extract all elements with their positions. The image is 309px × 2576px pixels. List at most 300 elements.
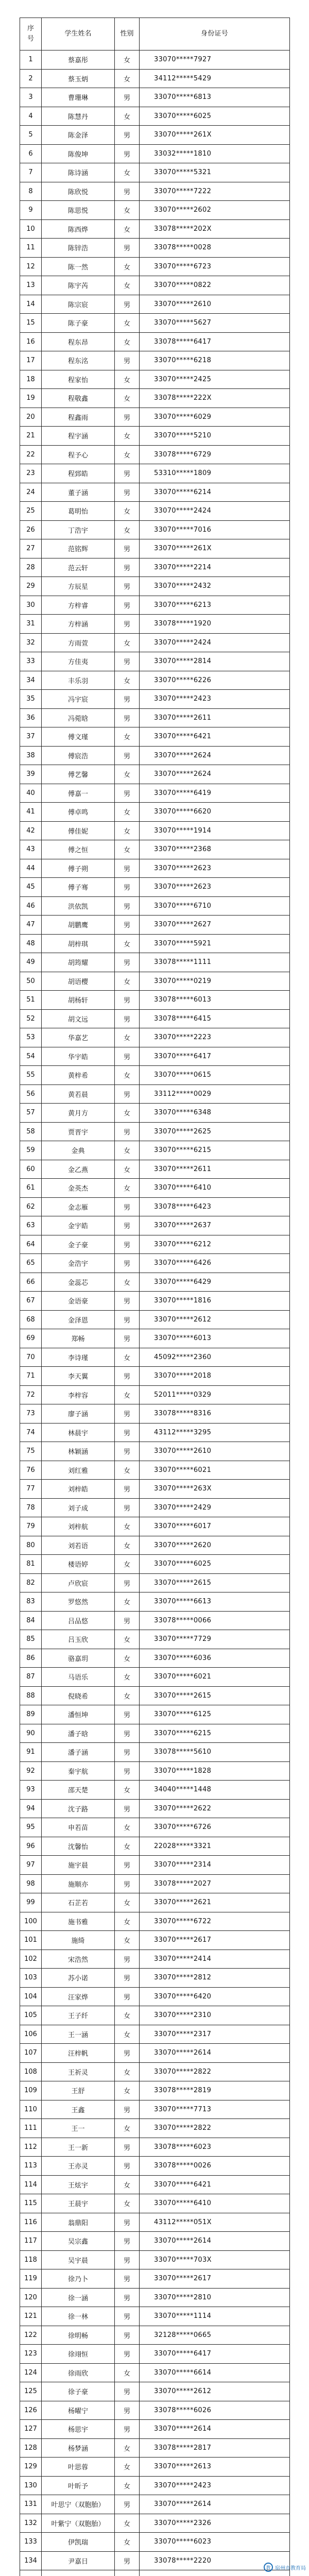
row-number-cell: 4 bbox=[20, 107, 42, 126]
id-number-cell: 33070*****6023 bbox=[140, 2533, 290, 2552]
id-number-cell: 33070*****703X bbox=[140, 2251, 290, 2270]
gender-cell: 女 bbox=[115, 70, 140, 89]
id-number-cell: 33070*****2617 bbox=[140, 1931, 290, 1950]
table-row bbox=[20, 1235, 290, 1255]
gender-cell: 女 bbox=[115, 107, 140, 126]
student-name-cell: 胡文远 bbox=[42, 1010, 115, 1029]
table-row bbox=[20, 1724, 290, 1743]
row-number-cell: 67 bbox=[20, 1292, 42, 1311]
student-name-cell: 傅卓鸣 bbox=[42, 803, 115, 822]
id-number-cell: 33070*****263X bbox=[140, 1480, 290, 1499]
row-number-cell: 57 bbox=[20, 1104, 42, 1123]
gender-cell: 男 bbox=[115, 483, 140, 502]
student-name-cell: 傅艺馨 bbox=[42, 765, 115, 784]
row-number-cell: 96 bbox=[20, 1837, 42, 1856]
table-row bbox=[20, 2307, 290, 2326]
id-number-cell: 33078*****8316 bbox=[140, 1404, 290, 1423]
gender-cell: 女 bbox=[115, 1893, 140, 1912]
table-row bbox=[20, 70, 290, 89]
id-number-cell: 33070*****7713 bbox=[140, 2100, 290, 2120]
id-number-cell: 33070*****2822 bbox=[140, 2119, 290, 2138]
table-row bbox=[20, 935, 290, 954]
table-row bbox=[20, 1612, 290, 1631]
id-number-cell: 33078*****2819 bbox=[140, 2081, 290, 2100]
id-number-cell: 33070*****6025 bbox=[140, 1555, 290, 1574]
row-number-cell: 35 bbox=[20, 690, 42, 709]
student-name-cell: 金英杰 bbox=[42, 1179, 115, 1198]
id-number-cell: 33070*****2822 bbox=[140, 2063, 290, 2082]
id-number-cell: 33070*****2623 bbox=[140, 878, 290, 897]
gender-cell: 男 bbox=[115, 1724, 140, 1743]
student-name-cell: 徐一涵 bbox=[42, 2289, 115, 2308]
table-row bbox=[20, 163, 290, 182]
student-name-cell: 方佳夷 bbox=[42, 652, 115, 671]
gender-cell: 男 bbox=[115, 1856, 140, 1875]
id-number-cell: 33070*****6421 bbox=[140, 727, 290, 747]
row-number-cell: 65 bbox=[20, 1254, 42, 1273]
row-number-cell: 109 bbox=[20, 2081, 42, 2100]
table-row bbox=[20, 1818, 290, 1837]
id-number-cell: 33070*****2612 bbox=[140, 2382, 290, 2401]
gender-cell: 女 bbox=[115, 276, 140, 295]
id-number-cell: 33070*****2310 bbox=[140, 2006, 290, 2025]
student-name-cell: 翁鼎阳 bbox=[42, 2213, 115, 2232]
table-row bbox=[20, 652, 290, 671]
gender-cell: 女 bbox=[115, 822, 140, 841]
id-number-cell: 33070*****6723 bbox=[140, 258, 290, 277]
row-number-cell: 131 bbox=[20, 2495, 42, 2514]
row-number-cell: 133 bbox=[20, 2533, 42, 2552]
row-number-cell: 69 bbox=[20, 1329, 42, 1348]
table-row bbox=[20, 1066, 290, 1085]
table-row bbox=[20, 1837, 290, 1856]
student-name-cell: 程宇涵 bbox=[42, 427, 115, 446]
id-number-cell: 33078*****6729 bbox=[140, 446, 290, 465]
id-number-cell: 33070*****261X bbox=[140, 126, 290, 145]
gender-cell: 男 bbox=[115, 1047, 140, 1066]
table-row bbox=[20, 1273, 290, 1292]
row-number-cell: 132 bbox=[20, 2514, 42, 2533]
table-row bbox=[20, 2044, 290, 2063]
gender-cell: 女 bbox=[115, 1160, 140, 1179]
table-row bbox=[20, 558, 290, 578]
student-name-cell: 葛明怡 bbox=[42, 502, 115, 521]
id-number-cell: 33070*****2423 bbox=[140, 2477, 290, 2496]
gender-cell: 女 bbox=[115, 1536, 140, 1555]
gender-cell: 男 bbox=[115, 596, 140, 615]
id-number-cell: 33070*****2368 bbox=[140, 840, 290, 859]
student-name-cell: 叶思宁（双胞胎） bbox=[42, 2495, 115, 2514]
id-number-cell: 33070*****2326 bbox=[140, 2514, 290, 2533]
row-number-cell: 37 bbox=[20, 727, 42, 747]
gender-cell: 男 bbox=[115, 558, 140, 578]
student-name-cell: 陈宗宸 bbox=[42, 295, 115, 314]
gender-cell: 女 bbox=[115, 1818, 140, 1837]
table-row bbox=[20, 2213, 290, 2232]
gender-cell: 男 bbox=[115, 1254, 140, 1273]
row-number-cell: 129 bbox=[20, 2458, 42, 2477]
id-number-cell: 33078*****5610 bbox=[140, 1743, 290, 1762]
student-name-cell: 宋浩然 bbox=[42, 1950, 115, 1969]
id-number-cell: 33070*****2625 bbox=[140, 1123, 290, 1142]
student-name-cell: 李天翼 bbox=[42, 1367, 115, 1386]
row-number-cell: 82 bbox=[20, 1574, 42, 1593]
gender-cell: 女 bbox=[115, 2063, 140, 2082]
student-name-cell: 华嘉艺 bbox=[42, 1028, 115, 1047]
id-number-cell: 33070*****5210 bbox=[140, 427, 290, 446]
gender-cell: 男 bbox=[115, 1198, 140, 1217]
id-number-cell: 33070*****6017 bbox=[140, 1517, 290, 1536]
table-row bbox=[20, 765, 290, 784]
table-row bbox=[20, 1668, 290, 1687]
row-number-cell: 54 bbox=[20, 1047, 42, 1066]
table-row bbox=[20, 953, 290, 972]
watermark-logo-icon: 教 bbox=[264, 2563, 273, 2572]
row-number-cell: 15 bbox=[20, 314, 42, 333]
student-name-cell: 金乙燕 bbox=[42, 1160, 115, 1179]
table-row bbox=[20, 2364, 290, 2383]
row-number-cell: 48 bbox=[20, 935, 42, 954]
table-row bbox=[20, 2420, 290, 2439]
gender-cell: 男 bbox=[115, 615, 140, 634]
gender-cell: 女 bbox=[115, 389, 140, 408]
student-name-cell: 方梓涵 bbox=[42, 615, 115, 634]
student-name-cell: 刘若语 bbox=[42, 1536, 115, 1555]
student-name-cell: 程予心 bbox=[42, 446, 115, 465]
id-number-cell: 33070*****6125 bbox=[140, 1705, 290, 1724]
gender-cell: 男 bbox=[115, 690, 140, 709]
table-row bbox=[20, 972, 290, 991]
student-name-cell: 方辰星 bbox=[42, 577, 115, 596]
row-number-cell: 126 bbox=[20, 2401, 42, 2420]
id-number-cell: 33070*****6213 bbox=[140, 596, 290, 615]
row-number-cell: 85 bbox=[20, 1630, 42, 1649]
gender-cell: 女 bbox=[115, 521, 140, 540]
gender-cell: 男 bbox=[115, 1950, 140, 1969]
student-name-cell: 金泽恩 bbox=[42, 1311, 115, 1330]
id-number-cell: 33070*****2614 bbox=[140, 2044, 290, 2063]
gender-cell: 男 bbox=[115, 539, 140, 558]
row-number-cell: 98 bbox=[20, 1875, 42, 1894]
student-name-cell: 楼语婷 bbox=[42, 1555, 115, 1574]
gender-cell: 女 bbox=[115, 314, 140, 333]
id-number-cell: 33070*****2812 bbox=[140, 1969, 290, 1988]
gender-cell: 女 bbox=[115, 1517, 140, 1536]
student-name-cell: 王晨宇 bbox=[42, 2194, 115, 2213]
student-name-cell: 程东昂 bbox=[42, 333, 115, 352]
row-number-cell: 123 bbox=[20, 2345, 42, 2364]
id-number-cell: 33070*****6417 bbox=[140, 2345, 290, 2364]
student-name-cell: 吴宇晨 bbox=[42, 2251, 115, 2270]
table-row bbox=[20, 408, 290, 427]
student-name-cell: 潘恒坤 bbox=[42, 1705, 115, 1724]
id-number-cell: 33070*****6710 bbox=[140, 897, 290, 916]
student-name-cell: 杨思宇 bbox=[42, 2420, 115, 2439]
table-row bbox=[20, 502, 290, 521]
gender-cell: 男 bbox=[115, 145, 140, 164]
student-name-cell: 杨曜宁 bbox=[42, 2401, 115, 2420]
student-name-cell: 林晨宇 bbox=[42, 1423, 115, 1443]
row-number-cell: 19 bbox=[20, 389, 42, 408]
row-number-cell: 23 bbox=[20, 464, 42, 483]
table-row bbox=[20, 784, 290, 803]
gender-cell: 男 bbox=[115, 182, 140, 201]
student-name-cell: 贾晋宇 bbox=[42, 1123, 115, 1142]
student-name-cell: 王一 bbox=[42, 2119, 115, 2138]
id-number-cell: 33078*****2027 bbox=[140, 1875, 290, 1894]
student-name-cell: 金子豪 bbox=[42, 1235, 115, 1255]
student-name-cell: 蔡玉炳 bbox=[42, 70, 115, 89]
row-number-cell: 76 bbox=[20, 1461, 42, 1480]
student-name-cell: 傅文瑾 bbox=[42, 727, 115, 747]
student-name-cell: 金志雁 bbox=[42, 1198, 115, 1217]
header-student-name: 学生姓名 bbox=[42, 18, 115, 50]
student-name-cell: 王鑫 bbox=[42, 2100, 115, 2120]
row-number-cell: 104 bbox=[20, 1988, 42, 2007]
student-name-cell: 徐明畅 bbox=[42, 2326, 115, 2345]
gender-cell: 女 bbox=[115, 1348, 140, 1367]
gender-cell: 男 bbox=[115, 1969, 140, 1988]
id-number-cell: 22028*****3321 bbox=[140, 1837, 290, 1856]
id-number-cell: 33070*****2423 bbox=[140, 690, 290, 709]
student-name-cell: 胡筠耀 bbox=[42, 953, 115, 972]
row-number-cell: 121 bbox=[20, 2307, 42, 2326]
table-body bbox=[20, 50, 290, 2576]
row-number-cell: 80 bbox=[20, 1536, 42, 1555]
row-number-cell: 25 bbox=[20, 502, 42, 521]
student-name-cell: 冯菀晗 bbox=[42, 709, 115, 728]
row-number-cell bbox=[20, 2570, 42, 2576]
id-number-cell: 33070*****7927 bbox=[140, 50, 290, 70]
row-number-cell: 74 bbox=[20, 1423, 42, 1443]
id-number-cell: 33070*****2622 bbox=[140, 1800, 290, 1819]
row-number-cell: 130 bbox=[20, 2477, 42, 2496]
student-name-cell: 李诗瑾 bbox=[42, 1348, 115, 1367]
id-number-cell: 33070*****2624 bbox=[140, 747, 290, 766]
id-number-cell: 33070*****5321 bbox=[140, 163, 290, 182]
gender-cell: 女 bbox=[115, 840, 140, 859]
row-number-cell: 58 bbox=[20, 1123, 42, 1142]
student-name-cell: 马语乐 bbox=[42, 1668, 115, 1687]
table-row bbox=[20, 258, 290, 277]
id-number-cell: 33070*****6215 bbox=[140, 1141, 290, 1160]
id-number-cell: 33070*****5921 bbox=[140, 935, 290, 954]
row-number-cell: 62 bbox=[20, 1198, 42, 1217]
student-name-cell: 李梓容 bbox=[42, 1386, 115, 1405]
id-number-cell: 33070*****2611 bbox=[140, 1160, 290, 1179]
id-number-cell: 33078*****0026 bbox=[140, 2157, 290, 2176]
header-number: 序号 bbox=[20, 18, 42, 50]
table-row bbox=[20, 1160, 290, 1179]
table-row bbox=[20, 2232, 290, 2251]
row-number-cell: 120 bbox=[20, 2289, 42, 2308]
id-number-cell: 33070*****2424 bbox=[140, 634, 290, 653]
gender-cell: 男 bbox=[115, 2401, 140, 2420]
gender-cell: 女 bbox=[115, 634, 140, 653]
student-name-cell: 程家怡 bbox=[42, 370, 115, 389]
table-row bbox=[20, 878, 290, 897]
student-name-cell: 廖子涵 bbox=[42, 1404, 115, 1423]
id-number-cell: 45092*****2360 bbox=[140, 1348, 290, 1367]
table-row bbox=[20, 521, 290, 540]
row-number-cell: 75 bbox=[20, 1442, 42, 1461]
gender-cell: 男 bbox=[115, 577, 140, 596]
student-name-cell: 汪家烨 bbox=[42, 1988, 115, 2007]
id-number-cell: 33070*****2018 bbox=[140, 1367, 290, 1386]
id-number-cell: 33070*****2627 bbox=[140, 916, 290, 935]
table-row bbox=[20, 1386, 290, 1405]
header-gender: 性别 bbox=[115, 18, 140, 50]
id-number-cell: 33070*****2615 bbox=[140, 1574, 290, 1593]
id-number-cell: 33070*****6226 bbox=[140, 671, 290, 690]
id-number-cell: 33070*****2611 bbox=[140, 709, 290, 728]
gender-cell: 女 bbox=[115, 1555, 140, 1574]
table-row bbox=[20, 596, 290, 615]
gender-cell: 男 bbox=[115, 1367, 140, 1386]
row-number-cell: 108 bbox=[20, 2063, 42, 2082]
id-number-cell: 33078*****222X bbox=[140, 389, 290, 408]
gender-cell: 男 bbox=[115, 1010, 140, 1029]
row-number-cell: 56 bbox=[20, 1085, 42, 1104]
student-name-cell: 陈一然 bbox=[42, 258, 115, 277]
gender-cell: 女 bbox=[115, 2533, 140, 2552]
row-number-cell: 94 bbox=[20, 1800, 42, 1819]
student-name-cell: 刘梓航 bbox=[42, 1517, 115, 1536]
student-name-cell: 吕品悠 bbox=[42, 1612, 115, 1631]
gender-cell: 男 bbox=[115, 2552, 140, 2571]
table-row bbox=[20, 2514, 290, 2533]
table-row bbox=[20, 1104, 290, 1123]
row-number-cell: 113 bbox=[20, 2157, 42, 2176]
row-number-cell: 93 bbox=[20, 1781, 42, 1800]
student-name-cell: 蔡嘉彤 bbox=[42, 50, 115, 70]
row-number-cell: 99 bbox=[20, 1893, 42, 1912]
student-name-cell: 王炫宇 bbox=[42, 2176, 115, 2195]
gender-cell: 女 bbox=[115, 1630, 140, 1649]
row-number-cell: 95 bbox=[20, 1818, 42, 1837]
row-number-cell: 116 bbox=[20, 2213, 42, 2232]
student-name-cell: 王一涵 bbox=[42, 2025, 115, 2044]
row-number-cell: 92 bbox=[20, 1762, 42, 1781]
student-name-cell: 尹嘉日 bbox=[42, 2552, 115, 2571]
gender-cell: 男 bbox=[115, 709, 140, 728]
id-number-cell: 33112*****0029 bbox=[140, 1085, 290, 1104]
table-row bbox=[20, 2063, 290, 2082]
row-number-cell: 26 bbox=[20, 521, 42, 540]
row-number-cell: 83 bbox=[20, 1592, 42, 1612]
student-name-cell: 金宇皓 bbox=[42, 1216, 115, 1235]
row-number-cell: 77 bbox=[20, 1480, 42, 1499]
table-row bbox=[20, 483, 290, 502]
row-number-cell: 45 bbox=[20, 878, 42, 897]
table-row bbox=[20, 1950, 290, 1969]
id-number-cell: 33070*****2610 bbox=[140, 1442, 290, 1461]
student-name-cell: 程敬鑫 bbox=[42, 389, 115, 408]
student-name-cell: 胡梓琪 bbox=[42, 935, 115, 954]
row-number-cell: 43 bbox=[20, 840, 42, 859]
id-number-cell: 33070*****1816 bbox=[140, 1292, 290, 1311]
id-number-cell: 33070*****6025 bbox=[140, 107, 290, 126]
id-number-cell: 33070*****0615 bbox=[140, 1066, 290, 1085]
gender-cell: 男 bbox=[115, 126, 140, 145]
table-row bbox=[20, 2533, 290, 2552]
id-number-cell: 32128*****0665 bbox=[140, 2326, 290, 2345]
row-number-cell: 3 bbox=[20, 88, 42, 107]
table-row bbox=[20, 333, 290, 352]
student-name-cell: 金蕊芯 bbox=[42, 1273, 115, 1292]
gender-cell: 女 bbox=[115, 2081, 140, 2100]
student-name-cell: 洪依凯 bbox=[42, 897, 115, 916]
table-row bbox=[20, 2477, 290, 2496]
row-number-cell: 49 bbox=[20, 953, 42, 972]
table-row bbox=[20, 2269, 290, 2289]
table-row bbox=[20, 1856, 290, 1875]
table-row bbox=[20, 671, 290, 690]
table-row bbox=[20, 314, 290, 333]
gender-cell: 女 bbox=[115, 2119, 140, 2138]
table-row bbox=[20, 1123, 290, 1142]
student-name-cell: 沈馨怡 bbox=[42, 1837, 115, 1856]
row-number-cell: 38 bbox=[20, 747, 42, 766]
row-number-cell: 122 bbox=[20, 2326, 42, 2345]
gender-cell: 男 bbox=[115, 2213, 140, 2232]
student-name-cell: 丁浩宇 bbox=[42, 521, 115, 540]
id-number-cell: 33078*****6013 bbox=[140, 991, 290, 1010]
table-row bbox=[20, 220, 290, 239]
row-number-cell: 115 bbox=[20, 2194, 42, 2213]
gender-cell: 女 bbox=[115, 201, 140, 220]
student-name-cell: 傅之恒 bbox=[42, 840, 115, 859]
student-name-cell: 胡语樱 bbox=[42, 972, 115, 991]
student-name-cell: 刘子成 bbox=[42, 1499, 115, 1518]
gender-cell: 男 bbox=[115, 1442, 140, 1461]
table-row bbox=[20, 1404, 290, 1423]
gender-cell: 男 bbox=[115, 953, 140, 972]
table-row bbox=[20, 1781, 290, 1800]
id-number-cell: 33070*****2620 bbox=[140, 1536, 290, 1555]
student-name-cell: 傅子骞 bbox=[42, 878, 115, 897]
student-name-cell: 潘子涵 bbox=[42, 1743, 115, 1762]
id-number-cell: 33070*****2432 bbox=[140, 577, 290, 596]
gender-cell: 男 bbox=[115, 88, 140, 107]
table-row bbox=[20, 2495, 290, 2514]
table-row bbox=[20, 1254, 290, 1273]
gender-cell: 男 bbox=[115, 991, 140, 1010]
row-number-cell: 53 bbox=[20, 1028, 42, 1047]
gender-cell: 女 bbox=[115, 220, 140, 239]
gender-cell: 男 bbox=[115, 464, 140, 483]
row-number-cell: 34 bbox=[20, 671, 42, 690]
row-number-cell: 36 bbox=[20, 709, 42, 728]
table-row bbox=[20, 2194, 290, 2213]
student-name-cell: 叶思蓉 bbox=[42, 2458, 115, 2477]
row-number-cell: 44 bbox=[20, 859, 42, 878]
id-number-cell: 33070*****2314 bbox=[140, 1856, 290, 1875]
id-number-cell: 33032*****1810 bbox=[140, 145, 290, 164]
gender-cell: 女 bbox=[115, 1028, 140, 1047]
row-number-cell: 90 bbox=[20, 1724, 42, 1743]
row-number-cell: 18 bbox=[20, 370, 42, 389]
gender-cell: 男 bbox=[115, 1800, 140, 1819]
gender-cell: 男 bbox=[115, 1875, 140, 1894]
id-number-cell: 53310*****1809 bbox=[140, 464, 290, 483]
row-number-cell: 110 bbox=[20, 2100, 42, 2120]
row-number-cell: 12 bbox=[20, 258, 42, 277]
id-number-cell: 33070*****1114 bbox=[140, 2307, 290, 2326]
id-number-cell: 33070*****6036 bbox=[140, 1649, 290, 1668]
id-number-cell: 33078*****1111 bbox=[140, 953, 290, 972]
student-name-cell: 申若苗 bbox=[42, 1818, 115, 1837]
